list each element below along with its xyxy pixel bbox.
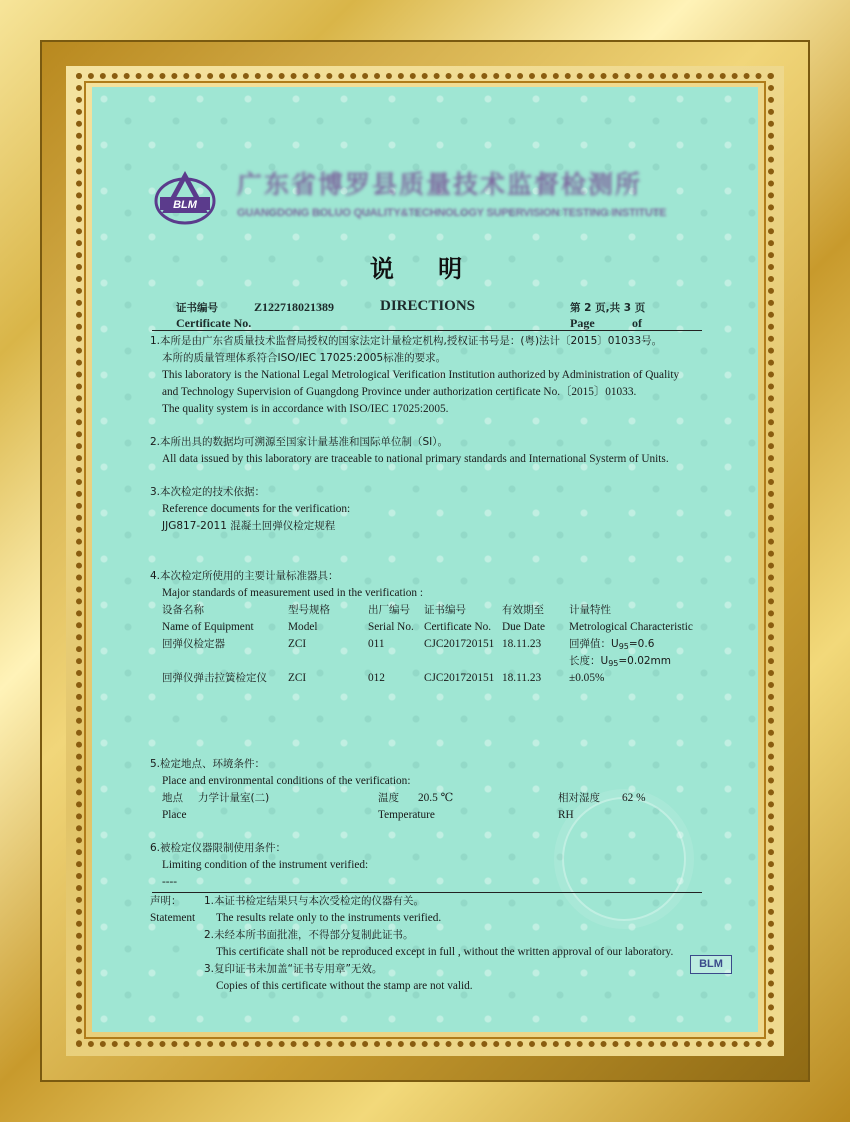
row1-char2: 长度：$U_{95}=0.02mm$ bbox=[569, 655, 672, 668]
th-cn-due: 有效期至 bbox=[502, 604, 544, 616]
row2-due: 18.11.23 bbox=[502, 672, 542, 684]
s1-cn-line2: 本所的质量管理体系符合ISO/IEC 17025:2005标准的要求。 bbox=[162, 352, 447, 364]
row1-model: ZCI bbox=[288, 638, 307, 650]
th-en-model: Model bbox=[288, 621, 318, 633]
certificate-info-row bbox=[92, 300, 758, 334]
place-label-en: Place bbox=[162, 809, 187, 821]
th-cn-cert: 证书编号 bbox=[424, 604, 466, 616]
blm-stamp: BLM bbox=[690, 955, 732, 974]
row1-due: 18.11.23 bbox=[502, 638, 542, 650]
embossed-seal bbox=[562, 797, 686, 921]
th-cn-name: 设备名称 bbox=[162, 604, 204, 616]
cert-no-label-cn: 证书编号 bbox=[176, 302, 218, 314]
row2-name: 回弹仪弹击拉簧检定仪 bbox=[162, 672, 267, 684]
row2-model: ZCI bbox=[288, 672, 307, 684]
s5-en: Place and environmental conditions of the verification: bbox=[162, 775, 411, 787]
statement-2-cn: 2.未经本所书面批准，不得部分复制此证书。 bbox=[204, 929, 414, 941]
header-divider bbox=[152, 330, 702, 331]
row1-char1: 回弹值：$U_{95}=0.6$ bbox=[569, 638, 655, 651]
page-title: 说 明 bbox=[369, 255, 481, 283]
s4-cn: 4.本次检定所使用的主要计量标准器具： bbox=[150, 570, 339, 582]
s4-en: Major standards of measurement used in the verification : bbox=[162, 587, 424, 599]
s5-cn: 5.检定地点、环境条件： bbox=[150, 758, 266, 770]
row1-serial: 011 bbox=[368, 638, 385, 650]
s2-cn: 2.本所出具的数据均可溯源至国家计量基准和国际单位制（SI）。 bbox=[150, 436, 449, 448]
s1-en-line3: The quality system is in accordance with ISO/IEC 17025:2005. bbox=[162, 403, 449, 415]
s2-en: All data issued by this laboratory are traceable to national primary standards and International Systerm of Units. bbox=[162, 453, 669, 465]
th-en-due: Due Date bbox=[502, 621, 545, 633]
row1-cert: CJC201720151 bbox=[424, 638, 495, 650]
rh-label-en: RH bbox=[558, 809, 574, 821]
svg-text:BLM: BLM bbox=[173, 199, 197, 211]
certificate-page bbox=[92, 87, 758, 1032]
place-value: 力学计量室(二) bbox=[198, 792, 270, 804]
blm-logo-icon bbox=[154, 167, 216, 229]
s1-en-line2: and Technology Supervision of Guangdong Province under authorization certificate No.〔2015〕01033. bbox=[162, 386, 637, 398]
page-label-en: Page bbox=[570, 316, 595, 330]
th-cn-char: 计量特性 bbox=[569, 604, 611, 616]
th-cn-model: 型号规格 bbox=[288, 604, 330, 616]
temp-label-en: Temperature bbox=[378, 809, 435, 821]
statement-label-cn: 声明： bbox=[150, 895, 182, 907]
s1-en-line1: This laboratory is the National Legal Metrological Verification Institution authorized by Administration of Quality bbox=[162, 369, 680, 381]
th-en-cert: Certificate No. bbox=[424, 621, 492, 633]
statement-label-en: Statement bbox=[150, 912, 196, 924]
th-en-serial: Serial No. bbox=[368, 621, 414, 633]
s3-cn: 3.本次检定的技术依据： bbox=[150, 486, 266, 498]
temp-label-cn: 温度 bbox=[378, 792, 399, 804]
row2-char: ±0.05% bbox=[569, 672, 605, 684]
s3-en: Reference documents for the verification: bbox=[162, 503, 351, 515]
rh-label-cn: 相对湿度 bbox=[558, 792, 600, 804]
s3-reference-doc: JJG817-2011 混凝土回弹仪检定规程 bbox=[162, 520, 336, 532]
th-en-char: Metrological Characteristic bbox=[569, 621, 693, 633]
cert-no-value: Z122718021389 bbox=[254, 300, 335, 314]
th-en-name: Name of Equipment bbox=[162, 621, 254, 633]
statement-1-cn: 1.本证书检定结果只与本次受检定的仪器有关。 bbox=[204, 895, 425, 907]
institute-name-cn: 广东省博罗县质量技术监督检测所 bbox=[237, 170, 643, 199]
row2-serial: 012 bbox=[368, 672, 385, 684]
page-number-cn: 第 2 页,共 3 页 bbox=[570, 302, 646, 314]
page-of-en: of bbox=[632, 316, 642, 330]
statement-3-en: Copies of this certificate without the stamp are not valid. bbox=[216, 980, 473, 992]
place-label-cn: 地点 bbox=[162, 792, 183, 804]
s6-cn: 6.被检定仪器限制使用条件： bbox=[150, 842, 287, 854]
statement-2-en: This certificate shall not be reproduced except in full , without the written approval of our laboratory. bbox=[216, 946, 674, 958]
institute-name-en: GUANGDONG BOLUO QUALITY&TECHNOLOGY SUPERVISION TESTING INSTITUTE bbox=[237, 207, 667, 219]
cert-no-label-en: Certificate No. bbox=[176, 316, 252, 330]
th-cn-serial: 出厂编号 bbox=[368, 604, 410, 616]
s6-value: ---- bbox=[162, 876, 178, 888]
row1-name: 回弹仪检定器 bbox=[162, 638, 225, 650]
statement-1-en: The results relate only to the instruments verified. bbox=[216, 912, 442, 924]
rh-value: 62 % bbox=[622, 792, 646, 804]
statement-3-cn: 3.复印证书未加盖“证书专用章”无效。 bbox=[204, 963, 383, 975]
directions-heading: DIRECTIONS bbox=[380, 298, 476, 314]
row2-cert: CJC201720151 bbox=[424, 672, 495, 684]
temp-value: 20.5 ℃ bbox=[418, 792, 454, 804]
s6-en: Limiting condition of the instrument verified: bbox=[162, 859, 369, 871]
s1-cn-line1: 1.本所是由广东省质量技术监督局授权的国家法定计量检定机构,授权证书号是：(粤)法计〔2015〕01033号。 bbox=[150, 335, 663, 347]
